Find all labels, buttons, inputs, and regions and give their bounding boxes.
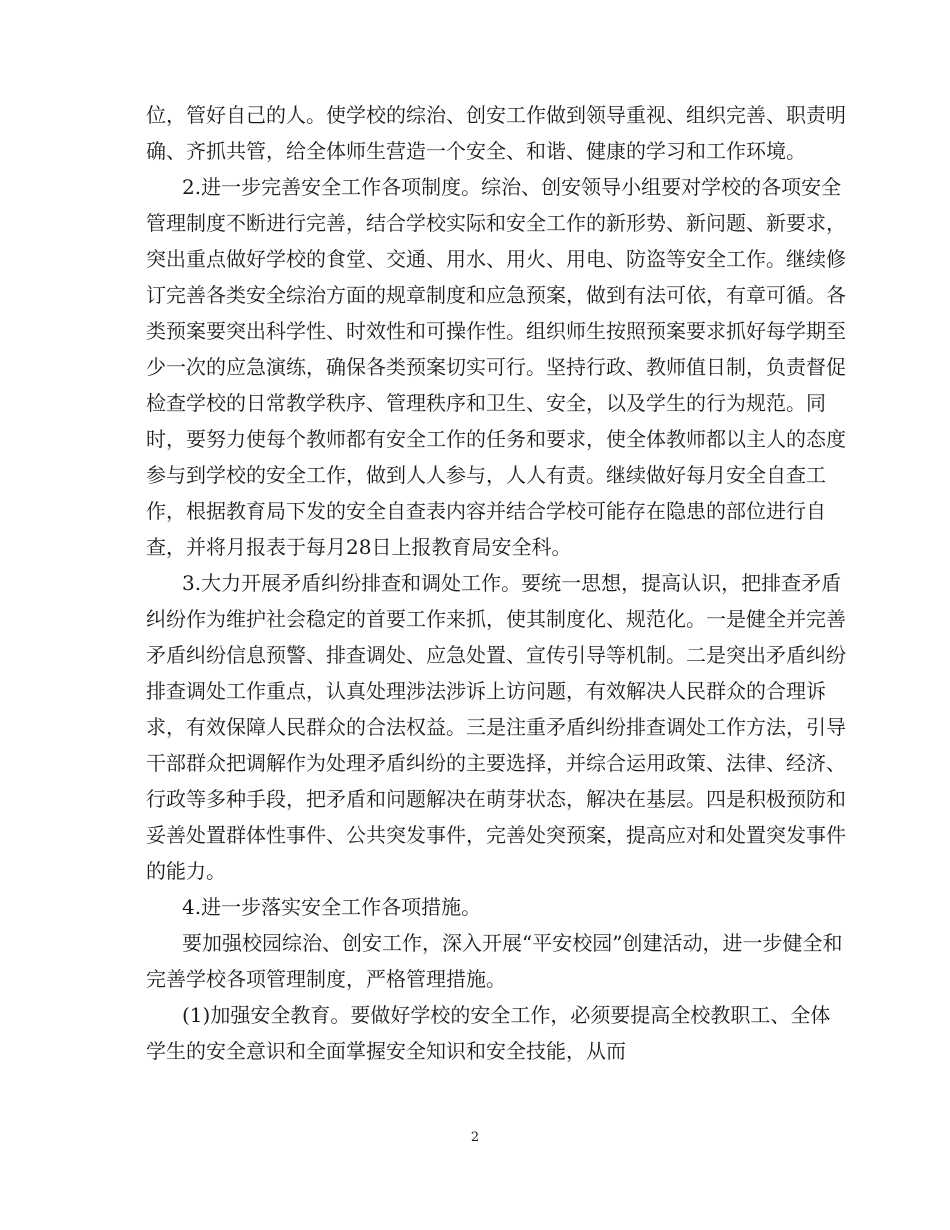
text-line: 位，管好自己的人。使学校的综治、创安工作做到领导重视、组织完善、职责明 — [146, 103, 846, 127]
text-line: 学生的安全意识和全面掌握安全知识和安全技能，从而 — [146, 1039, 626, 1063]
text-line: 管理制度不断进行完善，结合学校实际和安全工作的新形势、新问题、新要求， — [146, 211, 846, 235]
text-line: 干部群众把调解作为处理矛盾纠纷的主要选择，并综合运用政策、法律、经济、 — [146, 751, 846, 775]
text-line: 行政等多种手段，把矛盾和问题解决在萌芽状态，解决在基层。四是积极预防和 — [146, 787, 846, 811]
text-line: 突出重点做好学校的食堂、交通、用水、用火、用电、防盗等安全工作。继续修 — [146, 247, 846, 271]
text-line: 类预案要突出科学性、时效性和可操作性。组织师生按照预案要求抓好每学期至 — [146, 319, 846, 343]
text-line: 作，根据教育局下发的安全自查表内容并结合学校可能存在隐患的部位进行自 — [146, 499, 826, 523]
document-body — [146, 97, 846, 1069]
text-line: 确、齐抓共管，给全体师生营造一个安全、和谐、健康的学习和工作环境。 — [146, 139, 806, 163]
text-line: 完善学校各项管理制度，严格管理措施。 — [146, 967, 506, 991]
text-line: 妥善处置群体性事件、公共突发事件，完善处突预案，提高应对和处置突发事件 — [146, 823, 846, 847]
text-line: 排查调处工作重点，认真处理涉法涉诉上访问题，有效解决人民群众的合理诉 — [146, 679, 826, 703]
text-line: 的能力。 — [146, 859, 226, 883]
text-line: 3.大力开展矛盾纠纷排查和调处工作。要统一思想，提高认识，把排查矛盾 — [182, 571, 842, 595]
text-line: 要加强校园综治、创安工作，深入开展“平安校园”创建活动，进一步健全和 — [182, 931, 843, 955]
text-line: 4.进一步落实安全工作各项措施。 — [182, 895, 482, 919]
page-number: 2 — [470, 1130, 480, 1145]
text-line: 2.进一步完善安全工作各项制度。综治、创安领导小组要对学校的各项安全 — [182, 175, 842, 199]
text-line: 求，有效保障人民群众的合法权益。三是注重矛盾纠纷排查调处工作方法，引导 — [146, 715, 846, 739]
text-line: 订完善各类安全综治方面的规章制度和应急预案，做到有法可依，有章可循。各 — [146, 283, 846, 307]
text-line: 检查学校的日常教学秩序、管理秩序和卫生、安全，以及学生的行为规范。同 — [146, 391, 826, 415]
text-line: 时，要努力使每个教师都有安全工作的任务和要求，使全体教师都以主人的态度 — [146, 427, 846, 451]
text-line: 矛盾纠纷信息预警、排查调处、应急处置、宣传引导等机制。二是突出矛盾纠纷 — [146, 643, 846, 667]
text-line: 纠纷作为维护社会稳定的首要工作来抓，使其制度化、规范化。一是健全并完善 — [146, 607, 846, 631]
text-line: 参与到学校的安全工作，做到人人参与，人人有责。继续做好每月安全自查工 — [146, 463, 826, 487]
text-line: 查，并将月报表于每月28日上报教育局安全科。 — [146, 535, 572, 559]
text-line: (1)加强安全教育。要做好学校的安全工作，必须要提高全校教职工、全体 — [182, 1003, 831, 1027]
text-line: 少一次的应急演练，确保各类预案切实可行。坚持行政、教师值日制，负责督促 — [146, 355, 846, 379]
